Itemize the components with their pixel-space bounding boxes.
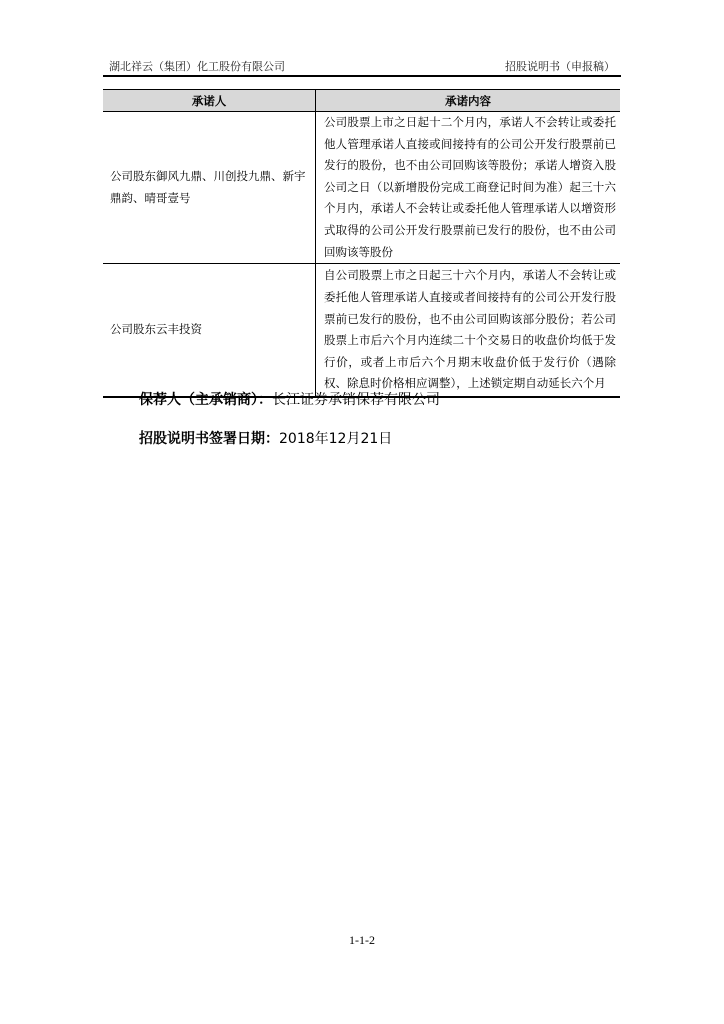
promisor-cell: 公司股东御风九鼎、川创投九鼎、新宇鼎韵、晴哥壹号 [103, 112, 316, 264]
table-header-row [103, 90, 620, 112]
sign-date-value: 2018年12月21日 [279, 431, 393, 447]
sponsor-label: 保荐人（主承销商）： [139, 392, 272, 408]
header-divider [103, 75, 621, 77]
page-header [103, 58, 621, 74]
header-document-title: 招股说明书（申报稿） [505, 60, 615, 73]
commitment-content-cell: 公司股票上市之日起十二个月内，承诺人不会转让或委托他人管理承诺人直接或间接持有的公司公开发行股票前已发行的股份，也不由公司回购该等股份；承诺人增资入股公司之日（以新增股份完成工商登记时间为准）起三十六个月内，承诺人不会转让或委托他人管理承诺人以增资形式取得的公司公开发行股票前已发行的股份，也不由公司回购该等股份 [316, 112, 621, 264]
sponsor-line [139, 389, 440, 409]
page-number: 1-1-2 [349, 933, 375, 947]
commitment-content-cell: 自公司股票上市之日起三十六个月内，承诺人不会转让或委托他人管理承诺人直接或者间接持有的公司公开发行股票前已发行的股份，也不由公司回购该部分股份；若公司股票上市后六个月内连续二十个交易日的收盘价均低于发行价，或者上市后六个月期末收盘价低于发行价（遇除权、除息时价格相应调整），上述锁定期自动延长六个月 [316, 264, 621, 398]
column-header-content: 承诺内容 [316, 90, 621, 112]
promisor-cell: 公司股东云丰投资 [103, 264, 316, 398]
column-header-promisor: 承诺人 [103, 90, 316, 112]
sponsor-name: 长江证券承销保荐有限公司 [272, 392, 440, 408]
header-company-name: 湖北祥云（集团）化工股份有限公司 [109, 60, 285, 73]
table-row [103, 112, 620, 264]
commitment-table [103, 89, 620, 398]
table-row [103, 264, 620, 398]
sign-date-label: 招股说明书签署日期： [139, 431, 279, 447]
sign-date-line [139, 428, 392, 448]
